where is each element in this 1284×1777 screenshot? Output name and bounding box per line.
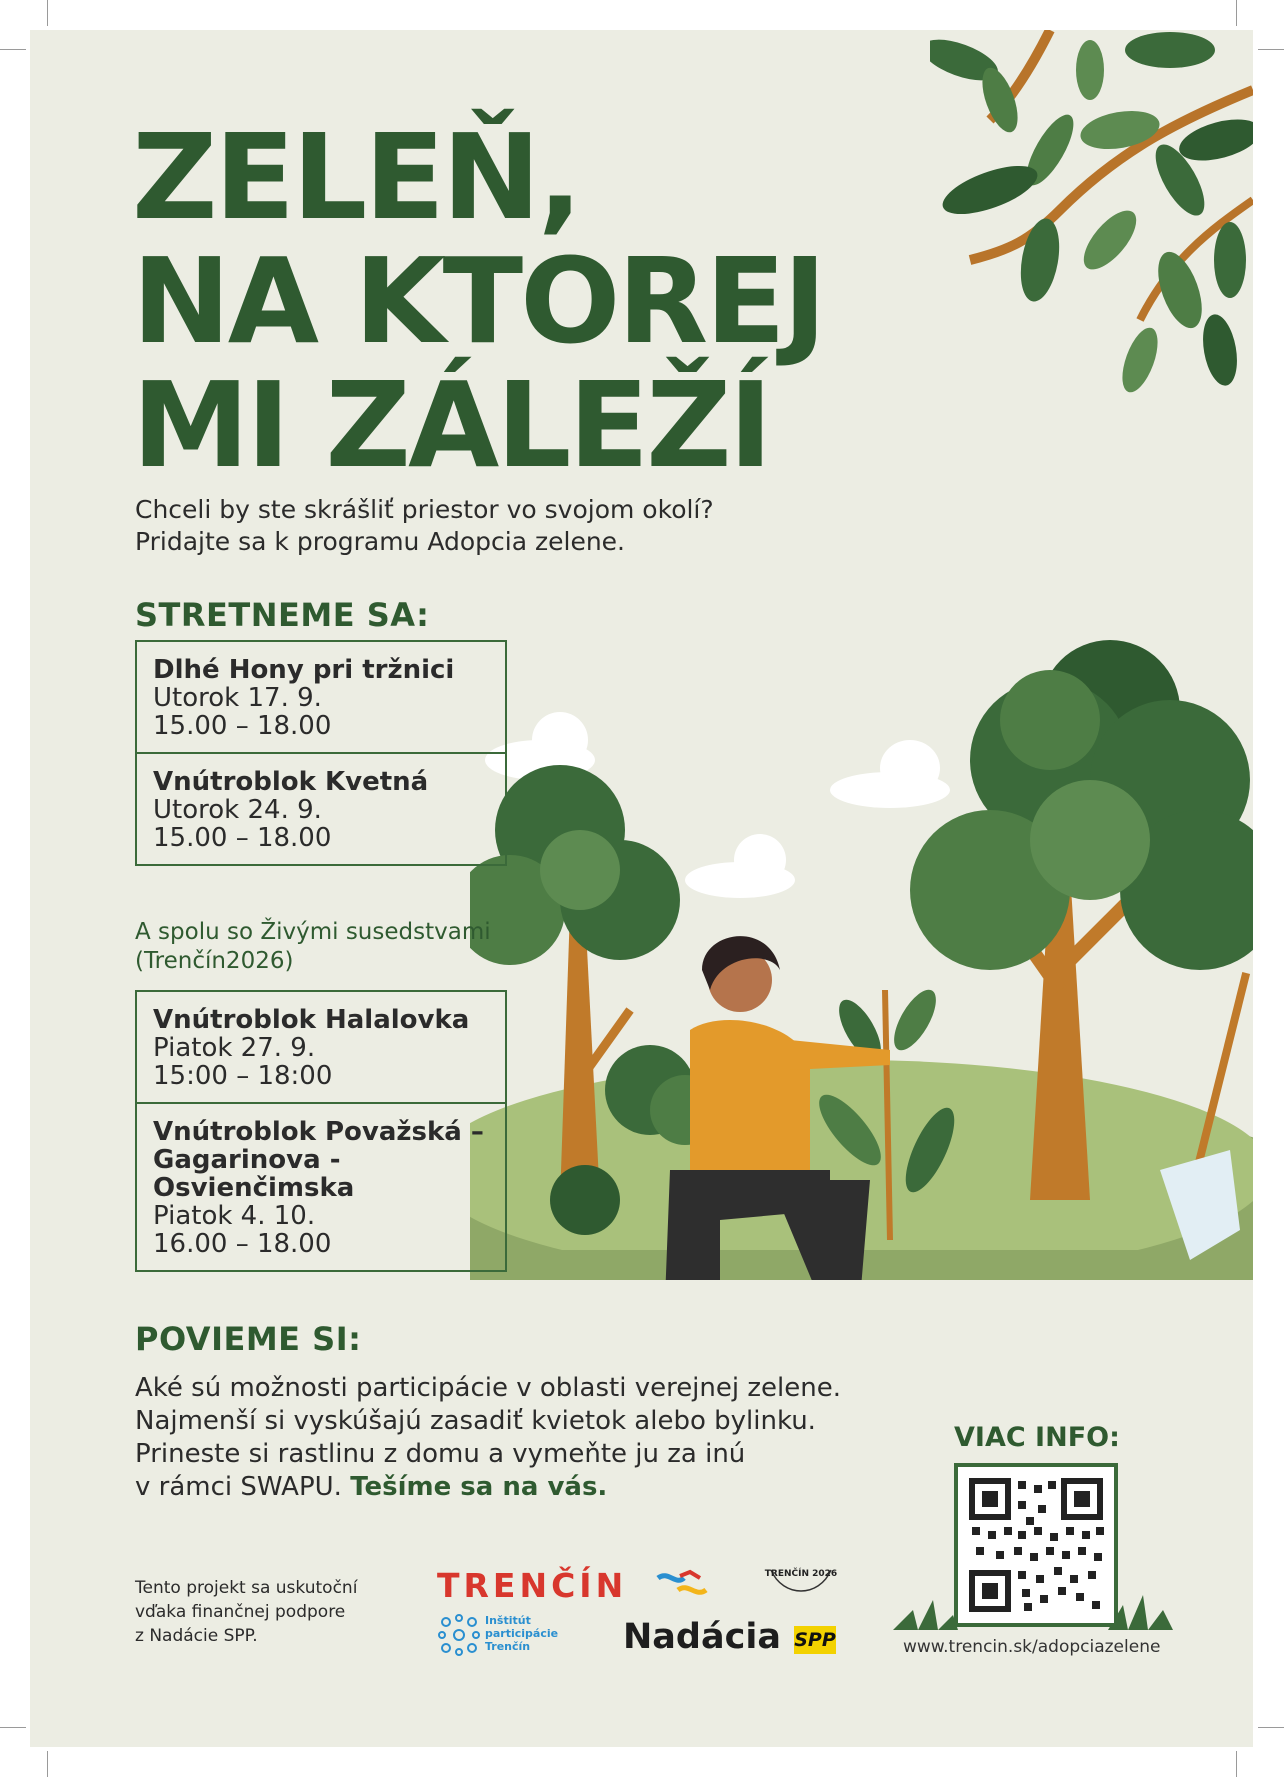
branch-illustration <box>930 30 1253 430</box>
title-line: ZELEŇ, <box>132 108 580 246</box>
institut-line: Inštitút <box>485 1614 531 1627</box>
trencin-logo-icon <box>654 1568 710 1604</box>
entry-place: Osvienčimska <box>153 1173 355 1203</box>
crop-mark <box>47 1751 48 1777</box>
tell-line: Najmenší si vyskúšajú zasadiť kvietok alebo bylinku. <box>135 1406 816 1436</box>
entry-day: Piatok 4. 10. <box>153 1201 316 1231</box>
crop-mark <box>1258 49 1284 50</box>
qr-code-icon <box>958 1467 1114 1623</box>
crop-mark <box>1236 0 1237 26</box>
entry-time: 15.00 – 18.00 <box>153 823 332 853</box>
gardening-illustration <box>470 610 1253 1280</box>
tell-line <box>135 1471 841 1504</box>
support-text <box>135 1576 357 1648</box>
institut-line: Trenčín <box>485 1640 531 1653</box>
title-line: MI ZÁLEŽÍ <box>132 356 770 494</box>
more-info-heading: VIAC INFO: <box>954 1422 1120 1453</box>
crop-mark <box>0 49 26 50</box>
info-url[interactable]: www.trencin.sk/adopciazelene <box>903 1637 1161 1657</box>
schedule-entry <box>137 754 505 864</box>
schedule-entry <box>137 642 505 754</box>
crop-mark <box>1258 1727 1284 1728</box>
entry-place: Gagarinova - <box>153 1145 341 1175</box>
support-line: Tento projekt sa uskutoční <box>135 1578 358 1598</box>
entry-place: Vnútroblok Kvetná <box>153 767 429 797</box>
poster-title <box>132 108 824 494</box>
trencin2026-text: TRENČÍN 2026 <box>764 1569 838 1579</box>
entry-time: 15:00 – 18:00 <box>153 1061 333 1091</box>
crop-mark <box>1236 1751 1237 1777</box>
entry-time: 16.00 – 18.00 <box>153 1229 332 1259</box>
trencin-logo: TRENČÍN <box>437 1566 628 1605</box>
with-line: A spolu so Živými susedstvami <box>135 919 491 945</box>
qr-code[interactable] <box>954 1463 1118 1627</box>
spp-logo: SPP <box>794 1626 836 1654</box>
intro-text <box>135 494 714 558</box>
entry-place: Dlhé Hony pri tržnici <box>153 655 455 685</box>
tell-line: Aké sú možnosti participácie v oblasti verejnej zelene. <box>135 1373 841 1403</box>
support-line: z Nadácie SPP. <box>135 1626 258 1646</box>
support-line: vďaka finančnej podpore <box>135 1602 346 1622</box>
nadacia-logo: Nadácia <box>623 1617 781 1657</box>
schedule-box-2 <box>135 990 507 1272</box>
tell-text <box>135 1372 841 1504</box>
schedule-entry <box>137 992 505 1104</box>
entry-day: Utorok 17. 9. <box>153 683 322 713</box>
entry-place: Vnútroblok Považská – <box>153 1117 484 1147</box>
trencin2026-logo <box>763 1562 839 1602</box>
institut-logo-icon <box>438 1614 480 1656</box>
tell-bold: Tešíme sa na vás. <box>350 1472 608 1502</box>
entry-day: Utorok 24. 9. <box>153 795 322 825</box>
schedule-entry <box>137 1104 505 1270</box>
with-note <box>135 918 491 976</box>
schedule-box-1 <box>135 640 507 866</box>
institut-logo <box>485 1614 558 1653</box>
meet-heading: STRETNEME SA: <box>135 596 430 634</box>
crop-mark <box>0 1727 26 1728</box>
with-line: (Trenčín2026) <box>135 948 294 974</box>
crop-mark <box>47 0 48 26</box>
tell-line: Prineste si rastlinu z domu a vymeňte ju za inú <box>135 1439 746 1469</box>
tell-plain: v rámci SWAPU. <box>135 1472 342 1502</box>
entry-day: Piatok 27. 9. <box>153 1033 316 1063</box>
title-line: NA KTOREJ <box>132 232 824 370</box>
tell-heading: POVIEME SI: <box>135 1320 362 1358</box>
institut-line: participácie <box>485 1627 559 1640</box>
intro-line: Chceli by ste skrášliť priestor vo svojom okolí? <box>135 495 714 524</box>
intro-line: Pridajte sa k programu Adopcia zelene. <box>135 527 626 556</box>
entry-place: Vnútroblok Halalovka <box>153 1005 470 1035</box>
entry-time: 15.00 – 18.00 <box>153 711 332 741</box>
